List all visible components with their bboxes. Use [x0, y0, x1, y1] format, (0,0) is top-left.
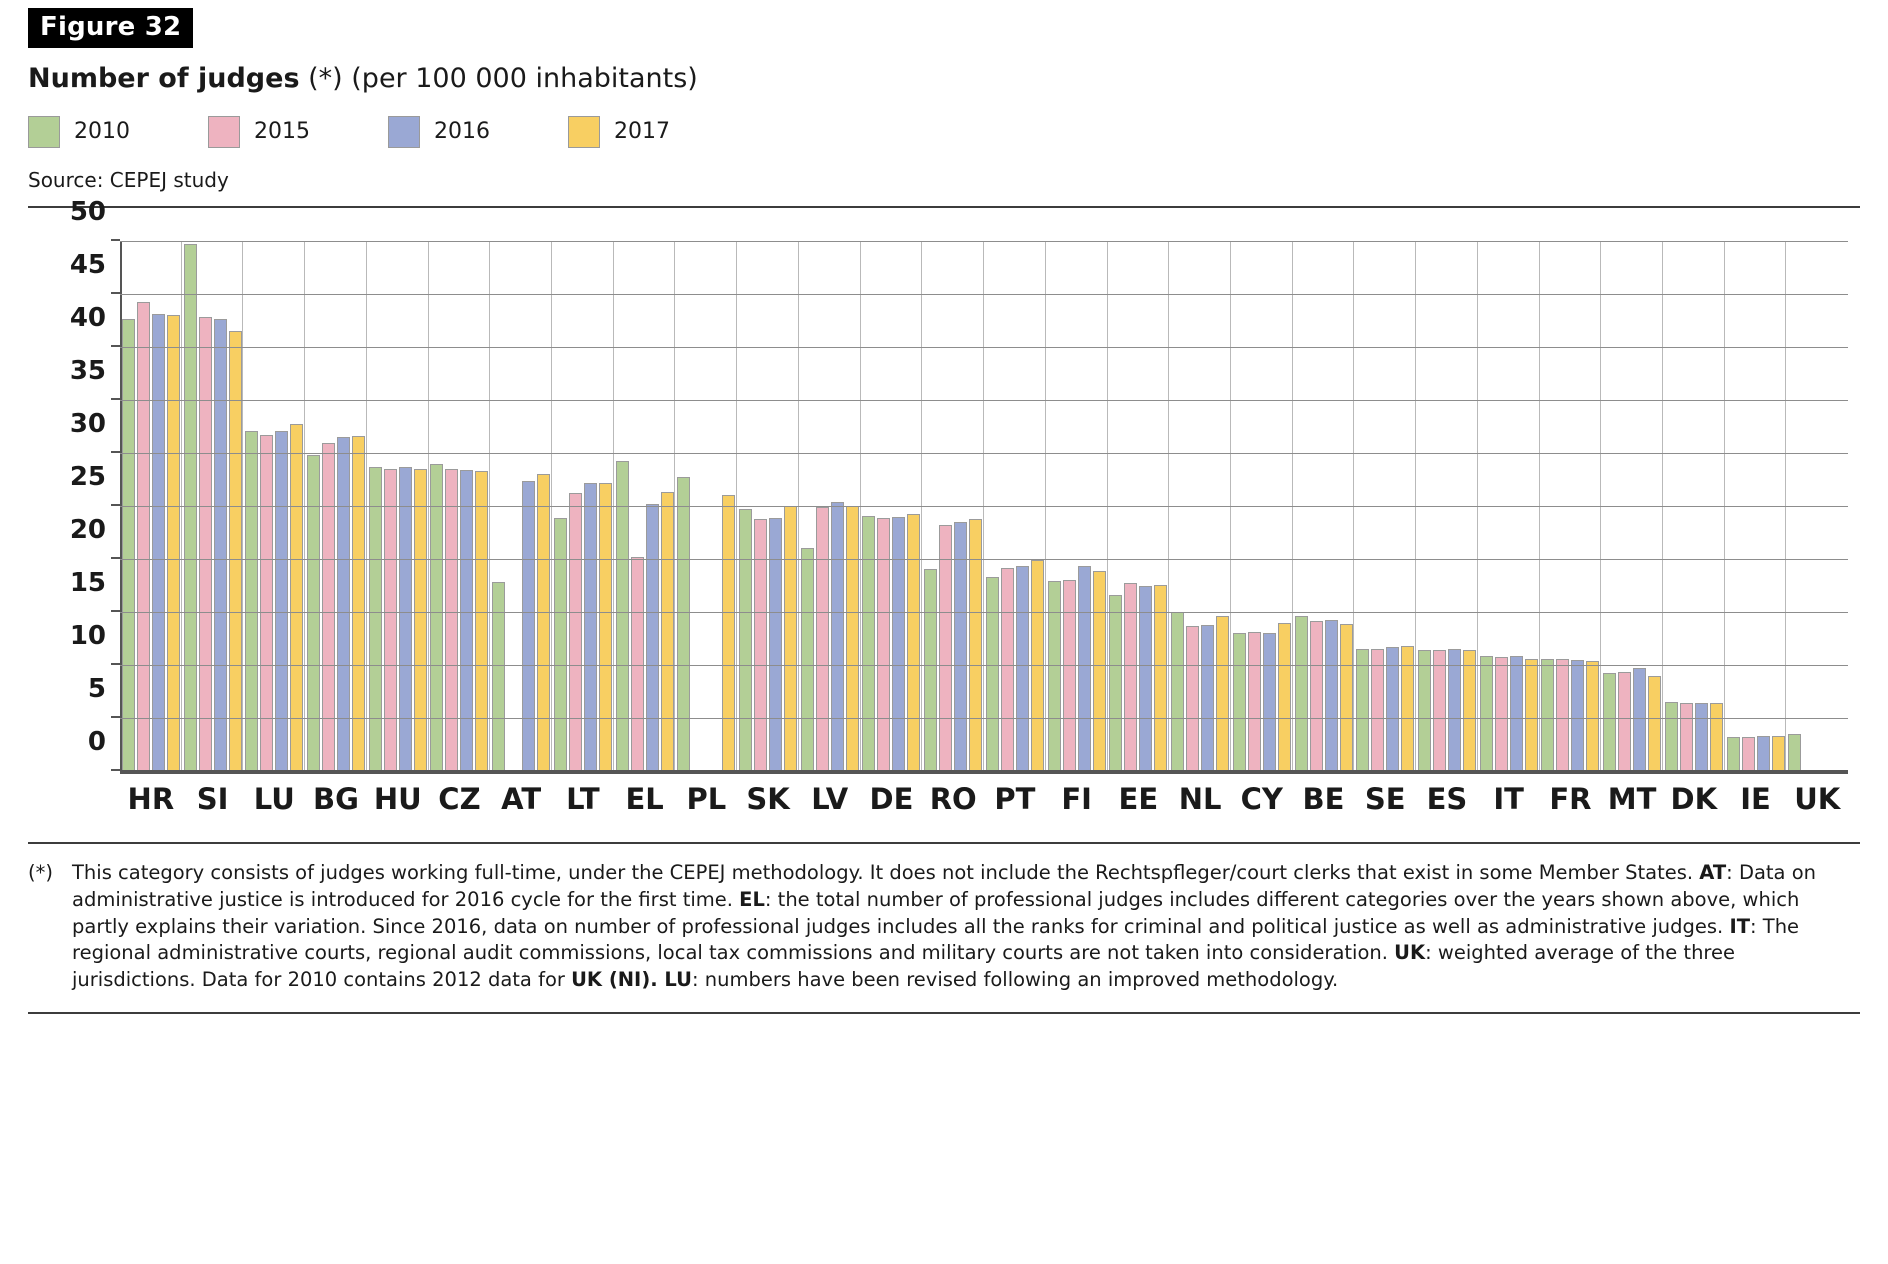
bar-group-LV — [799, 242, 861, 772]
bar-BG-2015 — [322, 443, 335, 772]
bar-HR-2010 — [122, 319, 135, 772]
bar-DE-2016 — [892, 517, 905, 771]
bar-MT-2017 — [1648, 676, 1661, 771]
bar-HR-2016 — [152, 314, 165, 772]
bar-DK-2016 — [1695, 703, 1708, 772]
footnote-text: This category consists of judges working full-time, under the CEPEJ methodology. It does not include the Rechtspfleger/court clerks that exist in some Member States. AT: Data on administrative justice is introduced for 2016 cycle for the first time. EL: the total number of professional judges includes different categories over the years shown above, which partly explains their variation. Since 2016, data on number of professional judges includes all the ranks for criminal and political justice as well as administrative judges. IT: The regional administrative courts, regional audit commissions, local tax commissions and military courts are not taken into consideration. UK: weighted average of the three jurisdictions. Data for 2010 contains 2012 data for UK (NI). LU: numbers have been revised following an improved methodology. — [72, 860, 1816, 992]
bar-SK-2015 — [754, 519, 767, 771]
bar-ES-2015 — [1433, 650, 1446, 772]
bar-BE-2016 — [1325, 620, 1338, 772]
legend-swatch-2016 — [388, 116, 420, 148]
gridline-5 — [120, 718, 1848, 719]
x-axis-label-BE: BE — [1302, 781, 1345, 816]
bar-group-EE — [1108, 242, 1170, 772]
x-axis-label-HR: HR — [127, 781, 175, 816]
legend-swatch-2015 — [208, 116, 240, 148]
bar-LU-2010 — [245, 431, 258, 771]
y-axis-tickmark-0 — [111, 769, 120, 771]
bar-CY-2016 — [1263, 633, 1276, 772]
legend-label-2016: 2016 — [434, 119, 490, 145]
legend-item-2016 — [388, 116, 490, 148]
bar-MT-2010 — [1603, 673, 1616, 772]
bar-group-PL — [675, 242, 737, 772]
bar-LU-2016 — [275, 431, 288, 771]
bar-ES-2010 — [1418, 650, 1431, 772]
bar-DE-2017 — [907, 514, 920, 772]
bar-ES-2017 — [1463, 650, 1476, 772]
bar-IT-2017 — [1525, 659, 1538, 771]
bar-CZ-2016 — [460, 470, 473, 772]
figure-number-tag: Figure 32 — [28, 8, 193, 48]
y-axis-tick-35: 35 — [69, 355, 106, 386]
bar-group-HR — [120, 242, 182, 772]
bar-PT-2016 — [1016, 566, 1029, 772]
legend-label-2010: 2010 — [74, 119, 130, 145]
y-axis-tickmark-20 — [111, 557, 120, 559]
bar-IT-2015 — [1495, 657, 1508, 771]
x-axis-label-EL: EL — [625, 781, 664, 816]
bar-PT-2015 — [1001, 568, 1014, 772]
bar-groups — [120, 242, 1848, 772]
bar-IT-2016 — [1510, 656, 1523, 772]
chart-area — [28, 196, 1860, 834]
gridline-20 — [120, 559, 1848, 560]
bar-FR-2016 — [1571, 660, 1584, 771]
gridline-30 — [120, 453, 1848, 454]
bar-group-IE — [1725, 242, 1787, 772]
legend-item-2010 — [28, 116, 130, 148]
bar-EL-2017 — [661, 492, 674, 772]
bar-BE-2015 — [1310, 621, 1323, 772]
bar-DK-2017 — [1710, 703, 1723, 772]
bar-FI-2017 — [1093, 571, 1106, 771]
y-axis-tick-10: 10 — [69, 620, 106, 651]
y-axis-tickmark-50 — [111, 239, 120, 241]
bar-group-LU — [243, 242, 305, 772]
bar-SK-2010 — [739, 509, 752, 772]
x-axis-label-PT: PT — [994, 781, 1036, 816]
chart-plot — [69, 196, 1848, 774]
bar-group-BG — [305, 242, 367, 772]
bar-FI-2016 — [1078, 566, 1091, 772]
bar-HU-2010 — [369, 467, 382, 771]
x-axis-labels — [120, 782, 1848, 826]
bar-SE-2010 — [1356, 649, 1369, 772]
bar-BE-2017 — [1340, 624, 1353, 771]
x-axis-label-DE: DE — [869, 781, 914, 816]
y-axis-tickmark-35 — [111, 398, 120, 400]
x-axis-label-FI: FI — [1061, 781, 1092, 816]
footnote — [28, 860, 1860, 995]
bar-group-LT — [552, 242, 614, 772]
x-axis-label-RO: RO — [929, 781, 977, 816]
bar-RO-2017 — [969, 519, 982, 771]
x-axis-label-EE: EE — [1118, 781, 1159, 816]
bar-NL-2017 — [1216, 616, 1229, 772]
bar-AT-2017 — [537, 474, 550, 772]
bar-SI-2016 — [214, 319, 227, 772]
bar-group-BE — [1293, 242, 1355, 772]
y-axis-tickmark-45 — [111, 292, 120, 294]
y-axis-tick-25: 25 — [69, 461, 106, 492]
bar-group-SK — [737, 242, 799, 772]
bar-IE-2017 — [1772, 736, 1785, 772]
bar-FR-2010 — [1541, 659, 1554, 771]
bar-CY-2017 — [1278, 623, 1291, 771]
y-axis-tick-40: 40 — [69, 302, 106, 333]
gridline-10 — [120, 665, 1848, 666]
header-divider — [28, 206, 1860, 208]
bar-FR-2017 — [1586, 661, 1599, 771]
bar-IE-2015 — [1742, 737, 1755, 772]
bar-HU-2015 — [384, 469, 397, 772]
bar-PL-2017 — [722, 495, 735, 772]
bar-IT-2010 — [1480, 656, 1493, 772]
bar-SI-2015 — [199, 317, 212, 772]
bar-EL-2016 — [646, 504, 659, 772]
bar-EL-2010 — [616, 461, 629, 772]
bar-LT-2010 — [554, 518, 567, 771]
bar-group-PT — [984, 242, 1046, 772]
bar-CY-2015 — [1248, 632, 1261, 772]
x-axis-label-BG: BG — [313, 781, 359, 816]
bar-LT-2015 — [569, 493, 582, 772]
figure-title-sub: (*) (per 100 000 inhabitants) — [308, 63, 698, 94]
footnote-divider-top — [28, 842, 1860, 844]
y-axis-tickmark-25 — [111, 504, 120, 506]
x-axis-label-CZ: CZ — [438, 781, 481, 816]
bar-LV-2010 — [801, 548, 814, 772]
bar-AT-2016 — [522, 481, 535, 771]
figure-source: Source: CEPEJ study — [28, 167, 229, 192]
bar-group-DK — [1663, 242, 1725, 772]
x-axis-label-NL: NL — [1178, 781, 1222, 816]
y-axis-tick-5: 5 — [87, 673, 106, 704]
bar-CZ-2017 — [475, 471, 488, 772]
bar-group-ES — [1416, 242, 1478, 772]
bar-HU-2017 — [414, 469, 427, 772]
bar-LU-2015 — [260, 435, 273, 772]
legend-label-2015: 2015 — [254, 119, 310, 145]
bar-BG-2016 — [337, 437, 350, 772]
bar-group-NL — [1169, 242, 1231, 772]
x-axis-label-IT: IT — [1493, 781, 1524, 816]
gridline-40 — [120, 347, 1848, 348]
bar-group-AT — [490, 242, 552, 772]
x-axis-label-LU: LU — [253, 781, 295, 816]
bar-EE-2010 — [1109, 595, 1122, 772]
x-axis-label-LV: LV — [811, 781, 849, 816]
gridline-45 — [120, 294, 1848, 295]
legend-item-2017 — [568, 116, 670, 148]
bar-group-IT — [1478, 242, 1540, 772]
bar-group-FI — [1046, 242, 1108, 772]
bar-PT-2017 — [1031, 560, 1044, 772]
bar-group-SE — [1354, 242, 1416, 772]
bar-group-FR — [1540, 242, 1602, 772]
x-axis-label-MT: MT — [1607, 781, 1657, 816]
legend-swatch-2010 — [28, 116, 60, 148]
x-axis-label-SE: SE — [1364, 781, 1406, 816]
bar-NL-2010 — [1171, 612, 1184, 772]
bar-EE-2016 — [1139, 586, 1152, 772]
bar-PL-2010 — [677, 477, 690, 772]
bar-UK-2010 — [1788, 734, 1801, 772]
bar-SI-2010 — [184, 244, 197, 772]
y-axis-tickmark-5 — [111, 716, 120, 718]
bar-SK-2016 — [769, 518, 782, 771]
x-axis-label-DK: DK — [1670, 781, 1718, 816]
bar-ES-2016 — [1448, 649, 1461, 772]
x-axis-label-FR: FR — [1549, 781, 1592, 816]
gridline-15 — [120, 612, 1848, 613]
bar-FI-2015 — [1063, 580, 1076, 772]
y-axis-tickmark-30 — [111, 451, 120, 453]
gridline-0 — [120, 770, 1848, 772]
bar-group-RO — [922, 242, 984, 772]
y-axis-tick-30: 30 — [69, 408, 106, 439]
legend-item-2015 — [208, 116, 310, 148]
bar-DK-2015 — [1680, 703, 1693, 772]
bar-group-SI — [182, 242, 244, 772]
gridline-25 — [120, 506, 1848, 507]
bar-FR-2015 — [1556, 659, 1569, 771]
bar-HR-2015 — [137, 302, 150, 772]
bar-BG-2017 — [352, 436, 365, 772]
gridline-50 — [120, 241, 1848, 242]
bar-LV-2015 — [816, 507, 829, 772]
x-axis-label-LT: LT — [566, 781, 600, 816]
bar-CZ-2010 — [430, 464, 443, 771]
chart-legend — [28, 116, 1860, 148]
bar-group-EL — [614, 242, 676, 772]
footnote-divider-bottom — [28, 1012, 1860, 1014]
gridline-35 — [120, 400, 1848, 401]
bar-LU-2017 — [290, 424, 303, 772]
x-axis-label-PL: PL — [686, 781, 727, 816]
bar-NL-2016 — [1201, 625, 1214, 771]
bar-NL-2015 — [1186, 626, 1199, 771]
bar-DE-2015 — [877, 518, 890, 771]
bar-DK-2010 — [1665, 702, 1678, 772]
bar-LV-2017 — [846, 506, 859, 772]
bar-LV-2016 — [831, 502, 844, 771]
bar-SI-2017 — [229, 331, 242, 772]
y-axis-tick-50: 50 — [69, 196, 106, 227]
bar-group-DE — [861, 242, 923, 772]
figure-title-main: Number of judges — [28, 63, 300, 94]
bar-HR-2017 — [167, 315, 180, 772]
bar-BE-2010 — [1295, 616, 1308, 772]
y-axis-tick-15: 15 — [69, 567, 106, 598]
bar-group-UK — [1786, 242, 1848, 772]
x-axis-label-CY: CY — [1240, 781, 1283, 816]
bar-DE-2010 — [862, 516, 875, 771]
bar-PT-2010 — [986, 577, 999, 772]
bar-group-CY — [1231, 242, 1293, 772]
bar-AT-2010 — [492, 582, 505, 772]
y-axis-tickmark-40 — [111, 345, 120, 347]
bar-FI-2010 — [1048, 581, 1061, 772]
bar-LT-2016 — [584, 483, 597, 771]
figure-title — [28, 64, 1860, 94]
bar-CZ-2015 — [445, 469, 458, 772]
x-axis-label-SI: SI — [196, 781, 229, 816]
x-axis-label-SK: SK — [746, 781, 790, 816]
x-axis-label-IE: IE — [1740, 781, 1771, 816]
x-axis-label-UK: UK — [1794, 781, 1841, 816]
x-axis-label-HU: HU — [373, 781, 422, 816]
bar-RO-2010 — [924, 569, 937, 771]
y-axis-tick-45: 45 — [69, 249, 106, 280]
y-axis-tick-0: 0 — [87, 726, 106, 757]
y-axis-tick-20: 20 — [69, 514, 106, 545]
bar-EE-2017 — [1154, 585, 1167, 772]
bar-group-CZ — [429, 242, 491, 772]
y-axis-tickmark-10 — [111, 663, 120, 665]
footnote-mark: (*) — [28, 860, 53, 884]
bar-group-HU — [367, 242, 429, 772]
bar-BG-2010 — [307, 455, 320, 772]
bar-RO-2015 — [939, 525, 952, 772]
bar-MT-2015 — [1618, 672, 1631, 772]
bar-CY-2010 — [1233, 633, 1246, 772]
y-axis-tickmark-15 — [111, 610, 120, 612]
x-axis-label-AT: AT — [501, 781, 542, 816]
bar-group-MT — [1601, 242, 1663, 772]
bar-IE-2010 — [1727, 737, 1740, 772]
bar-SK-2017 — [784, 506, 797, 772]
x-axis-label-ES: ES — [1426, 781, 1468, 816]
legend-swatch-2017 — [568, 116, 600, 148]
bar-MT-2016 — [1633, 668, 1646, 772]
bar-LT-2017 — [599, 483, 612, 771]
bar-IE-2016 — [1757, 736, 1770, 772]
legend-label-2017: 2017 — [614, 119, 670, 145]
bar-HU-2016 — [399, 467, 412, 771]
bar-SE-2015 — [1371, 649, 1384, 772]
figure-page — [28, 8, 1860, 1256]
